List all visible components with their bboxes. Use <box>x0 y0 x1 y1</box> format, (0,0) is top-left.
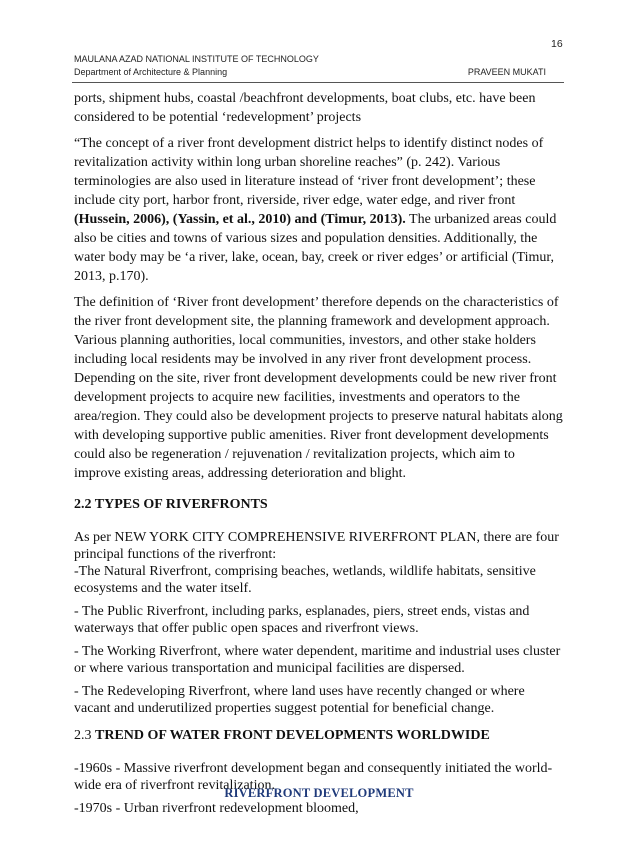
page-number: 16 <box>551 38 563 50</box>
paragraph-2-tail: The urbanized areas could also be cities and towns of various sizes and population densities. Additionally, the water body may be ‘a river, lake, ocean, bay, creek or river edges’ or artificial (Timur, 2013, p.170). <box>74 212 557 284</box>
paragraph-2-text: “The concept of a river front development district helps to identify distinct nodes of revitalization activity within long urban shoreline reaches” (p. 242). Various terminologies are also used in literature instead of ‘river front development’; these include city port, harbor front, riverside, river edge, water edge, and river front <box>74 136 544 208</box>
section-heading-2-3 <box>74 726 564 745</box>
trend-1960s: -1960s - Massive riverfront development began and consequently initiated the world-wide era of riverfront revitalization. <box>74 761 553 793</box>
header-rule <box>72 82 564 83</box>
header-department: Department of Architecture & Planning <box>74 67 228 77</box>
header-author: PRAVEEN MUKATI <box>467 67 546 77</box>
bullet-redeveloping: - The Redeveloping Riverfront, where land uses have recently changed or where vacant and underutilized properties suggest potential for beneficial change. <box>74 684 525 716</box>
paragraph-2-citations: (Hussein, 2006), (Yassin, et al., 2010) and (Timur, 2013). <box>74 212 406 227</box>
header-line <box>74 67 566 77</box>
paragraph-4: As per NEW YORK CITY COMPREHENSIVE RIVERFRONT PLAN, there are four principal functions of the riverfront: <box>74 530 559 562</box>
paragraph-3: The definition of ‘River front development’ therefore depends on the characteristics of the river front development site, the planning framework and development approach. Various planning authorities, local communities, investors, and other stake holders including local residents may be involved in any river front development process. Depending on the site, river front development developments could be new river front development projects to acquire new facilities, investments and operators to the area/region. They could also be development projects to preserve natural habitats along with developing supportive public amenities. River front development developments could also be regeneration / rejuvenation / revitalization projects, which aim to improve existing areas, addressing deterioration and blight. <box>74 295 563 481</box>
bullet-working: - The Working Riverfront, where water dependent, maritime and industrial uses cluster or where various transportation and municipal facilities are dispersed. <box>74 644 561 676</box>
section-heading-2-2: 2.2 TYPES OF RIVERFRONTS <box>74 497 268 512</box>
bullet-public: - The Public Riverfront, including parks, esplanades, piers, street ends, vistas and waterways that offer public open spaces and riverfront views. <box>74 604 530 636</box>
body-content <box>74 89 564 817</box>
paragraph-1: ports, shipment hubs, coastal /beachfront developments, boat clubs, etc. have been considered to be potential ‘redevelopment’ projects <box>74 91 536 125</box>
trend-1970s: -1970s - Urban riverfront redevelopment bloomed, <box>74 801 359 816</box>
footer-title: RIVERFRONT DEVELOPMENT <box>224 786 414 800</box>
paragraph-2 <box>74 134 564 286</box>
bullet-natural: -The Natural Riverfront, comprising beaches, wetlands, wildlife habitats, sensitive ecosystems and the water itself. <box>74 564 536 596</box>
heading-2-3-number: 2.3 <box>74 728 95 743</box>
heading-2-3-text: TREND OF WATER FRONT DEVELOPMENTS WORLDWIDE <box>95 728 490 743</box>
header-institute: MAULANA AZAD NATIONAL INSTITUTE OF TECHNOLOGY <box>74 54 319 64</box>
